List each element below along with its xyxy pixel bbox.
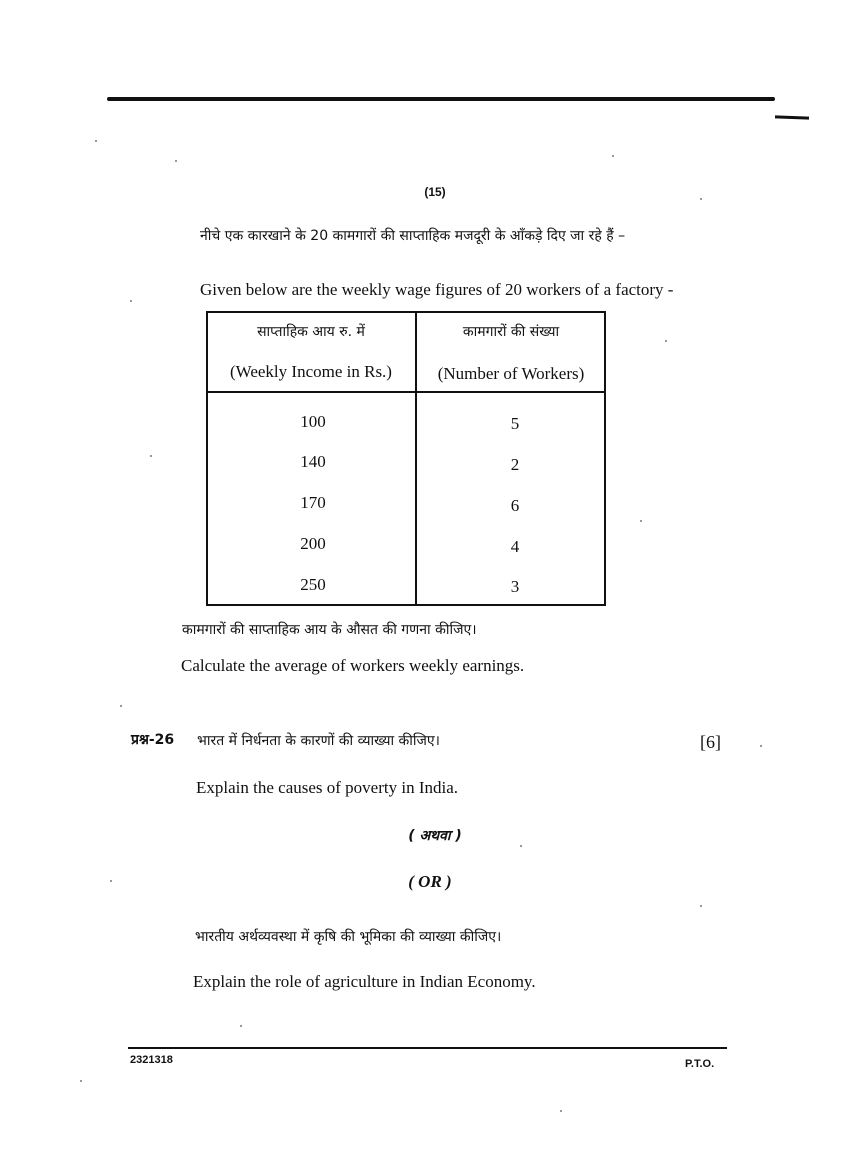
top-rule-tail xyxy=(775,115,809,119)
workers-cell: 3 xyxy=(510,577,520,596)
question-26-label: प्रश्न-26 xyxy=(131,732,175,748)
col1-header-hindi: साप्ताहिक आय रु. में xyxy=(257,324,365,340)
workers-cell: 2 xyxy=(510,455,520,474)
page-number: (15) xyxy=(424,185,446,199)
workers-cell: 4 xyxy=(510,537,520,556)
or-english: ( OR ) xyxy=(408,872,452,891)
pto-label: P.T.O. xyxy=(685,1058,715,1070)
intro-hindi: नीचे एक कारखाने के 20 कामगारों की साप्ताहिक मजदूरी के आँकड़े दिए जा रहे हैं – xyxy=(200,228,626,244)
workers-cell: 6 xyxy=(510,496,520,515)
paper-code: 2321318 xyxy=(130,1054,173,1066)
income-cell: 170 xyxy=(300,493,326,512)
intro-english: Given below are the weekly wage figures of 20 workers of a factory - xyxy=(200,280,674,299)
col2-header-hindi: कामगारों की संख्या xyxy=(462,324,560,340)
top-rule xyxy=(107,97,775,101)
or-hindi: ( अथवा ) xyxy=(408,828,462,844)
bottom-rule xyxy=(128,1047,727,1049)
income-cell: 250 xyxy=(300,575,326,594)
question-26-hindi: भारत में निर्धनता के कारणों की व्याख्या कीजिए। xyxy=(197,733,440,749)
question-26-marks: [6] xyxy=(700,732,721,752)
alternative-question-english: Explain the role of agriculture in Indian Economy. xyxy=(193,972,536,991)
income-cell: 100 xyxy=(300,412,326,431)
calculate-english: Calculate the average of workers weekly earnings. xyxy=(181,656,525,675)
calculate-hindi: कामगारों की साप्ताहिक आय के औसत की गणना कीजिए। xyxy=(182,622,477,638)
question-26-english: Explain the causes of poverty in India. xyxy=(196,778,459,797)
alternative-question-hindi: भारतीय अर्थव्यवस्था में कृषि की भूमिका की व्याख्या कीजिए। xyxy=(195,929,502,945)
table-header-divider xyxy=(206,391,606,393)
col2-header-english: (Number of Workers) xyxy=(437,364,585,383)
income-cell: 200 xyxy=(300,534,326,553)
workers-cell: 5 xyxy=(510,414,520,433)
income-cell: 140 xyxy=(300,452,326,471)
col1-header-english: (Weekly Income in Rs.) xyxy=(230,362,392,381)
table-column-divider xyxy=(415,311,417,606)
